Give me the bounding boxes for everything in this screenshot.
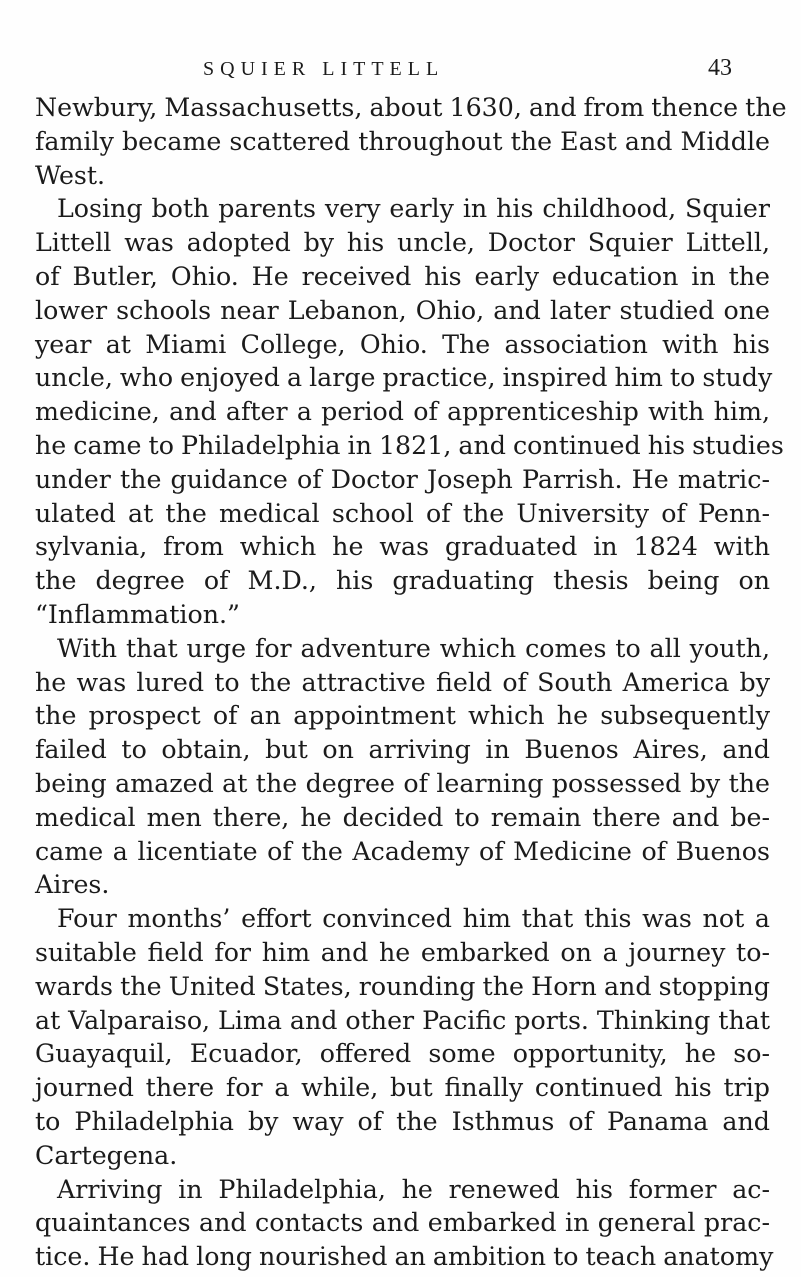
text-line: the prospect of an appointment which he subsequently <box>35 701 770 731</box>
text-line: tice. He had long nourished an ambition to teach anatomy <box>35 1242 774 1272</box>
paragraph <box>35 1173 774 1274</box>
text-line: journed there for a while, but finally continued his trip <box>35 1073 770 1103</box>
text-line: medical men there, he decided to remain there and be- <box>35 802 770 832</box>
book-page <box>35 50 787 1274</box>
body-text <box>35 91 787 1274</box>
text-line: Guayaquil, Ecuador, offered some opportunity, he so- <box>35 1039 770 1069</box>
text-line: family became scattered throughout the East and Middle <box>35 126 770 156</box>
text-line: uncle, who enjoyed a large practice, inspired him to study <box>35 363 773 393</box>
text-line: Four months’ effort convinced him that this was not a <box>57 904 770 934</box>
text-line: ulated at the medical school of the University of Penn- <box>35 498 770 528</box>
text-line: year at Miami College, Ohio. The association with his <box>35 329 770 359</box>
paragraph <box>35 91 787 192</box>
page-number: 43 <box>708 55 732 81</box>
text-line: he came to Philadelphia in 1821, and continued his studies <box>35 430 784 460</box>
paragraph <box>35 192 784 631</box>
text-line: the degree of M.D., his graduating thesis being on <box>35 566 770 596</box>
text-line: of Butler, Ohio. He received his early education in the <box>35 261 770 291</box>
text-line: came a licentiate of the Academy of Medicine of Buenos <box>35 836 770 866</box>
text-line: he was lured to the attractive field of South America by <box>35 667 770 697</box>
text-line: West. <box>35 160 106 190</box>
text-line: wards the United States, rounding the Horn and stopping <box>35 971 770 1001</box>
text-line: Arriving in Philadelphia, he renewed his former ac- <box>57 1174 770 1204</box>
text-line: Littell was adopted by his uncle, Doctor Squier Littell, <box>35 228 770 258</box>
text-line: sylvania, from which he was graduated in 1824 with <box>35 532 770 562</box>
text-line: under the guidance of Doctor Joseph Parrish. He matric- <box>35 464 770 494</box>
text-line: Newbury, Massachusetts, about 1630, and from thence the <box>35 93 787 122</box>
text-line: medicine, and after a period of apprenticeship with him, <box>35 397 770 427</box>
text-line: to Philadelphia by way of the Isthmus of Panama and <box>35 1106 770 1136</box>
text-line: With that urge for adventure which comes to all youth, <box>57 633 770 663</box>
running-head <box>35 50 770 90</box>
text-line: lower schools near Lebanon, Ohio, and later studied one <box>35 295 770 325</box>
text-line: quaintances and contacts and embarked in general prac- <box>35 1208 770 1238</box>
text-line: “Inflammation.” <box>35 599 240 629</box>
running-title: SQUIER LITTELL <box>203 58 445 80</box>
text-line: Aires. <box>35 870 110 900</box>
text-line: failed to obtain, but on arriving in Buenos Aires, and <box>35 735 770 765</box>
text-line: at Valparaiso, Lima and other Pacific ports. Thinking that <box>35 1005 770 1035</box>
text-line: Losing both parents very early in his childhood, Squier <box>57 194 770 224</box>
text-line: being amazed at the degree of learning possessed by the <box>35 768 770 798</box>
text-line: Cartegena. <box>35 1140 178 1170</box>
paragraph <box>35 902 770 1172</box>
text-line: suitable field for him and he embarked on a journey to- <box>35 937 770 967</box>
paragraph <box>35 632 770 902</box>
